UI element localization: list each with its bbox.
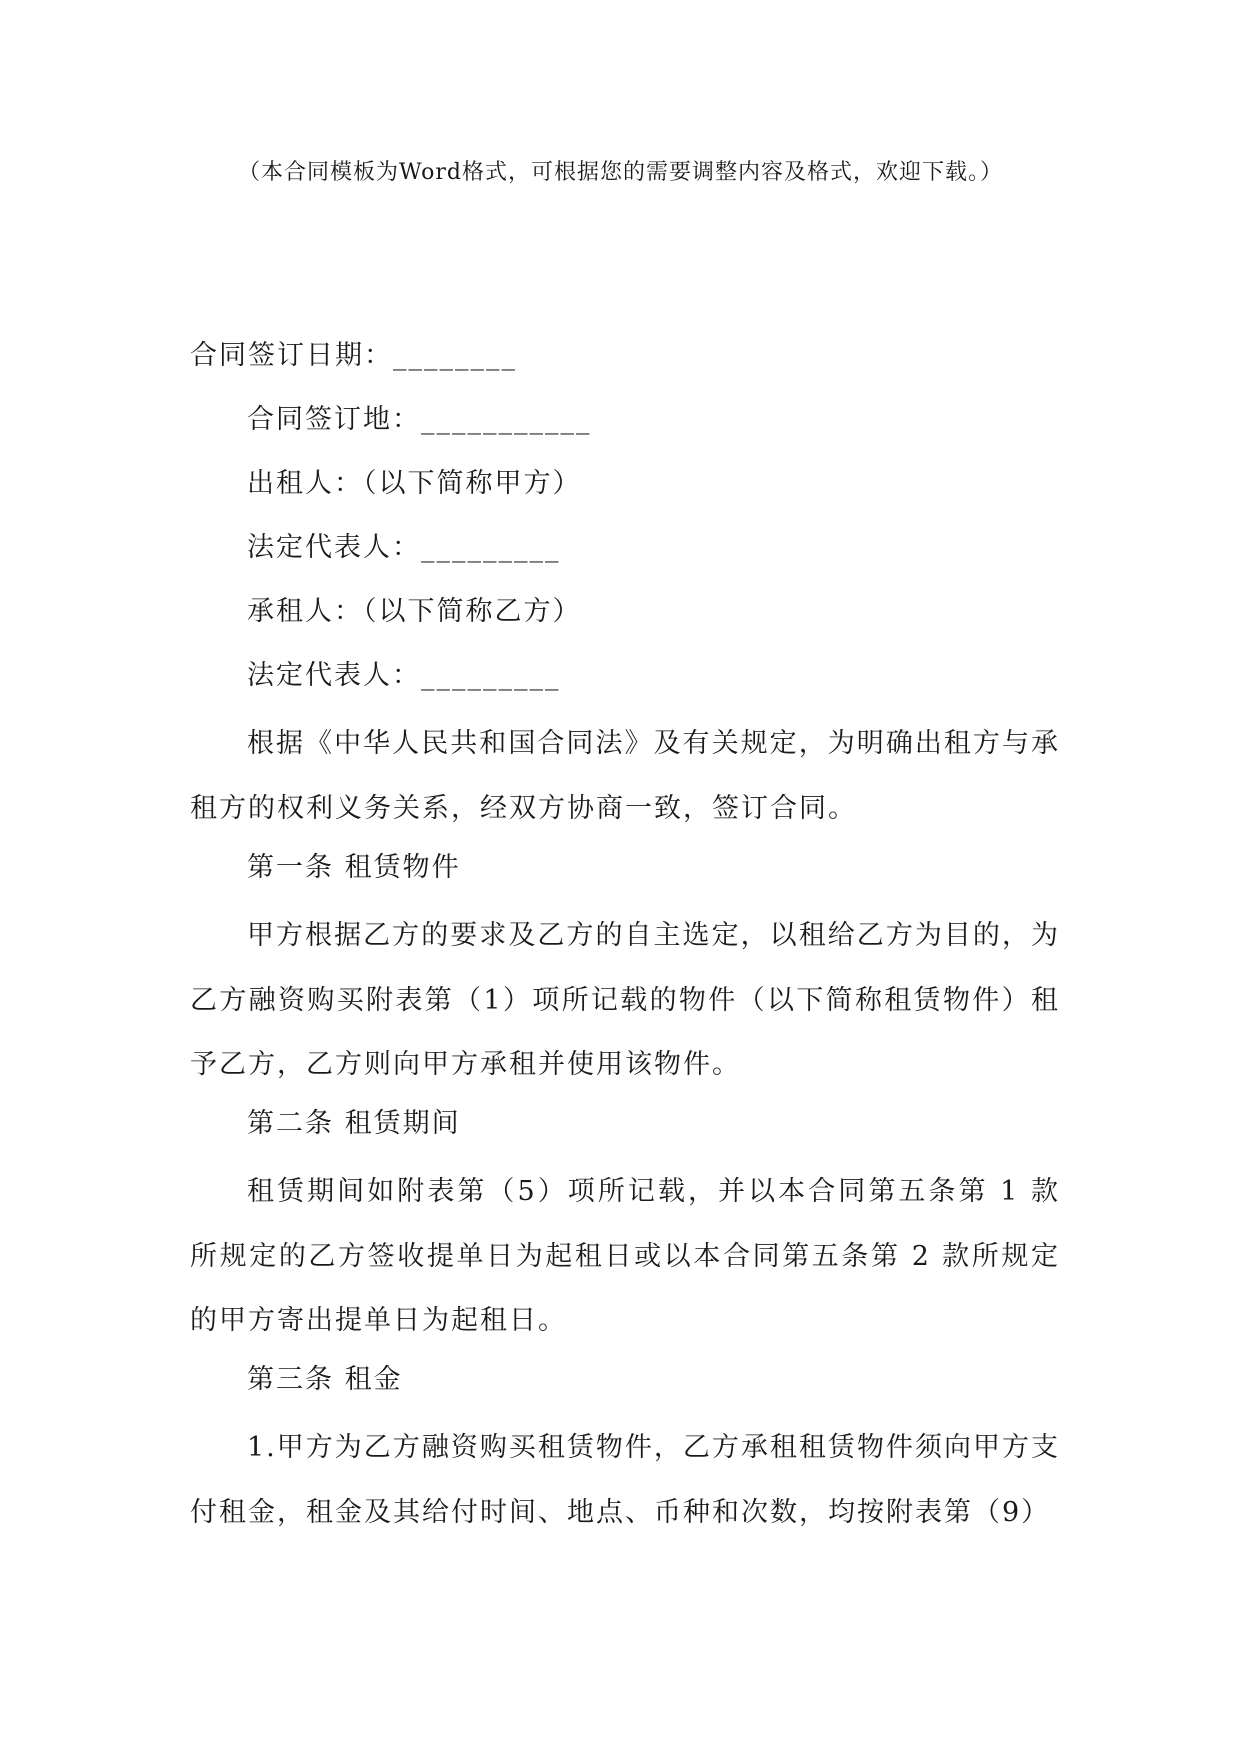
lessee-field: 承租人：（以下简称乙方） bbox=[247, 596, 582, 627]
preamble-paragraph: 根据《中华人民共和国合同法》及有关规定，为明确出租方与承租方的权利义务关系，经双方协商一致，签订合同。 bbox=[190, 728, 1060, 824]
article-2-title: 第二条 租赁期间 bbox=[247, 1108, 461, 1139]
lessor-field: 出租人：（以下简称甲方） bbox=[247, 468, 582, 499]
article-2-body: 租赁期间如附表第（5）项所记载，并以本合同第五条第 1 款所规定的乙方签收提单日为起租日或以本合同第五条第 2 款所规定的甲方寄出提单日为起租日。 bbox=[190, 1176, 1060, 1336]
template-note: （本合同模板为Word格式，可根据您的需要调整内容及格式，欢迎下载。） bbox=[238, 160, 1003, 185]
article-3-title: 第三条 租金 bbox=[247, 1364, 403, 1395]
lessor-representative-field: 法定代表人：_________ bbox=[247, 532, 561, 563]
article-1-title: 第一条 租赁物件 bbox=[247, 852, 461, 883]
signing-date-field: 合同签订日期：________ bbox=[190, 340, 517, 371]
signing-place-field: 合同签订地：___________ bbox=[247, 404, 592, 435]
lessee-representative-field: 法定代表人：_________ bbox=[247, 660, 561, 691]
article-1-body: 甲方根据乙方的要求及乙方的自主选定，以租给乙方为目的，为乙方融资购买附表第（1）项所记载的物件（以下简称租赁物件）租予乙方，乙方则向甲方承租并使用该物件。 bbox=[190, 920, 1060, 1080]
article-3-body: 1.甲方为乙方融资购买租赁物件，乙方承租租赁物件须向甲方支付租金，租金及其给付时间、地点、币种和次数，均按附表第（9） bbox=[190, 1432, 1060, 1528]
